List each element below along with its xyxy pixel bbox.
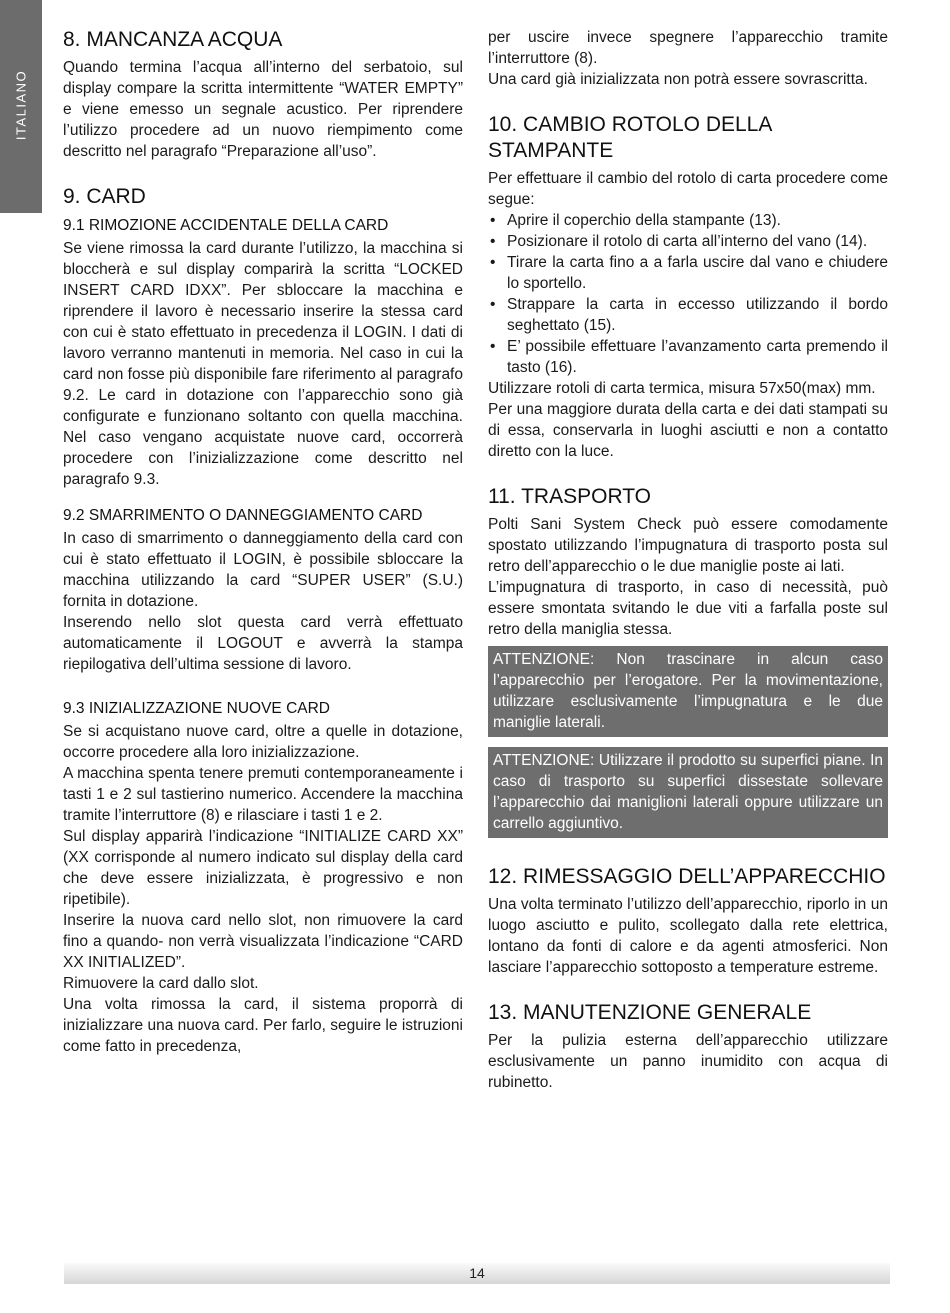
section-12-text: Una volta terminato l’utilizzo dell’apparecchio, riporlo in un luogo asciutto e pulito, scollegato dalla rete elettrica, lontano da fonti di calore e da agenti atmosferici. Non lasciare l’apparecchio sottoposto a temperature estreme. <box>488 896 888 976</box>
section-10-text-3: Per una maggiore durata della carta e dei dati stampati su di essa, conservarla in luoghi asciutti e non a contatto diretto con la luce. <box>488 401 888 460</box>
section-8-text: Quando termina l’acqua all’interno del serbatoio, sul display compare la scritta intermittente “WATER EMPTY” e viene emesso un segnale acustico. Per riprendere l’utilizzo procedere ad un nuovo riempimento come descritto nel paragrafo “Preparazione all’uso”. <box>63 59 463 160</box>
left-column <box>63 27 463 1057</box>
section-9-3-text-1: Se si acquistano nuove card, oltre a quelle in dotazione, occorre procedere alla loro inizializzazione. <box>63 723 463 761</box>
section-10-intro: Per effettuare il cambio del rotolo di carta procedere come segue: <box>488 170 888 208</box>
warning-box-2: ATTENZIONE: Utilizzare il prodotto su superfici piane. In caso di trasporto su superfici dissestate sollevare l’apparecchio dai maniglioni laterali oppure utilizzare un carrello aggiuntivo. <box>488 747 888 838</box>
section-9-3-title: 9.3 INIZIALIZZAZIONE NUOVE CARD <box>63 700 330 717</box>
section-9-3-text-4: Inserire la nuova card nello slot, non rimuovere la card fino a quando- non verrà visualizzata l’indicazione “CARD XX INITIALIZED”. <box>63 912 463 971</box>
continued-text-1: per uscire invece spegnere l’apparecchio tramite l’interruttore (8). <box>488 29 888 67</box>
list-item: • Tirare la carta fino a a farla uscire dal vano e chiudere lo sportello. <box>488 252 888 294</box>
section-9-3-text-6: Una volta rimossa la card, il sistema proporrà di inizializzare una nuova card. Per farlo, seguire le istruzioni come fatto in precedenza, <box>63 996 463 1055</box>
continued-text-2: Una card già inizializzata non potrà essere sovrascritta. <box>488 71 868 88</box>
warning-box-1: ATTENZIONE: Non trascinare in alcun caso l’apparecchio per l’erogatore. Per la movimentazione, utilizzare esclusivamente l’impugnatura e le due maniglie laterali. <box>488 646 888 737</box>
section-11-text-2: L’impugnatura di trasporto, in caso di necessità, può essere smontata svitando le due viti a farfalla poste sul retro della maniglia stessa. <box>488 579 888 638</box>
language-label: ITALIANO <box>13 69 29 141</box>
section-9-title: 9. CARD <box>63 185 146 208</box>
page-number: 14 <box>469 1265 485 1281</box>
section-9-2-text-2: Inserendo nello slot questa card verrà effettuato automaticamente il LOGOUT e avverrà la stampa riepilogativa dell’ultima sessione di lavoro. <box>63 614 463 673</box>
section-11-title: 11. TRASPORTO <box>488 485 652 508</box>
language-side-tab <box>0 0 42 213</box>
list-item: • Posizionare il rotolo di carta all’interno del vano (14). <box>488 231 888 252</box>
list-item: • Aprire il coperchio della stampante (13). <box>488 210 888 231</box>
section-9-2-text-1: In caso di smarrimento o danneggiamento della card con cui è stato effettuato il LOGIN, è possibile sbloccare la macchina utilizzando la card “SUPER USER” (S.U.) fornita in dotazione. <box>63 530 463 610</box>
section-9-3-text-5: Rimuovere la card dallo slot. <box>63 975 259 992</box>
section-12-title: 12. RIMESSAGGIO DELL’APPARECCHIO <box>488 865 886 888</box>
section-10-title: 10. CAMBIO ROTOLO DELLA STAMPANTE <box>488 113 772 162</box>
section-11-text-1: Polti Sani System Check può essere comodamente spostato utilizzando l’impugnatura di trasporto posta sul retro dell’apparecchio o le due maniglie poste ai lati. <box>488 516 888 575</box>
section-13-title: 13. MANUTENZIONE GENERALE <box>488 1001 812 1024</box>
section-10-text-2: Utilizzare rotoli di carta termica, misura 57x50(max) mm. <box>488 380 876 397</box>
section-9-3-text-2: A macchina spenta tenere premuti contemporaneamente i tasti 1 e 2 sul tastierino numerico. Accendere la macchina tramite l’interruttore (8) e rilasciare i tasti 1 e 2. <box>63 765 463 824</box>
section-9-2-title: 9.2 SMARRIMENTO O DANNEGGIAMENTO CARD <box>63 507 423 524</box>
section-9-3-text-3: Sul display apparirà l’indicazione “INITIALIZE CARD XX” (XX corrisponde al numero indicato sul display della card che deve essere inizializzata, è progressivo e non ripetibile). <box>63 828 463 908</box>
section-10-steps <box>488 210 888 378</box>
list-item: • E’ possibile effettuare l’avanzamento carta premendo il tasto (16). <box>488 336 888 378</box>
list-item: • Strappare la carta in eccesso utilizzando il bordo seghettato (15). <box>488 294 888 336</box>
section-9-1-text: Se viene rimossa la card durante l’utilizzo, la macchina si bloccherà e sul display comparirà la scritta “LOCKED INSERT CARD IDXX”. Per sbloccare la macchina e riprendere il lavoro è necessario inserire la stessa card con cui è stato effettuato in precedenza il LOGIN. I dati di lavoro verranno mantenuti in memoria. Nel caso in cui la card non fosse più disponibile fare riferimento al paragrafo 9.2. Le card in dotazione con l’apparecchio sono già configurate e funzionano soltanto con quella macchina. Nel caso vengano acquistate nuove card, occorrerà procedere con l’inizializzazione come descritto nel paragrafo 9.3. <box>63 240 463 488</box>
right-column <box>488 27 888 1093</box>
section-8-title: 8. MANCANZA ACQUA <box>63 28 283 51</box>
section-9-1-title: 9.1 RIMOZIONE ACCIDENTALE DELLA CARD <box>63 217 389 234</box>
page-footer <box>64 1263 890 1284</box>
section-13-text: Per la pulizia esterna dell’apparecchio utilizzare esclusivamente un panno inumidito con acqua di rubinetto. <box>488 1032 888 1091</box>
